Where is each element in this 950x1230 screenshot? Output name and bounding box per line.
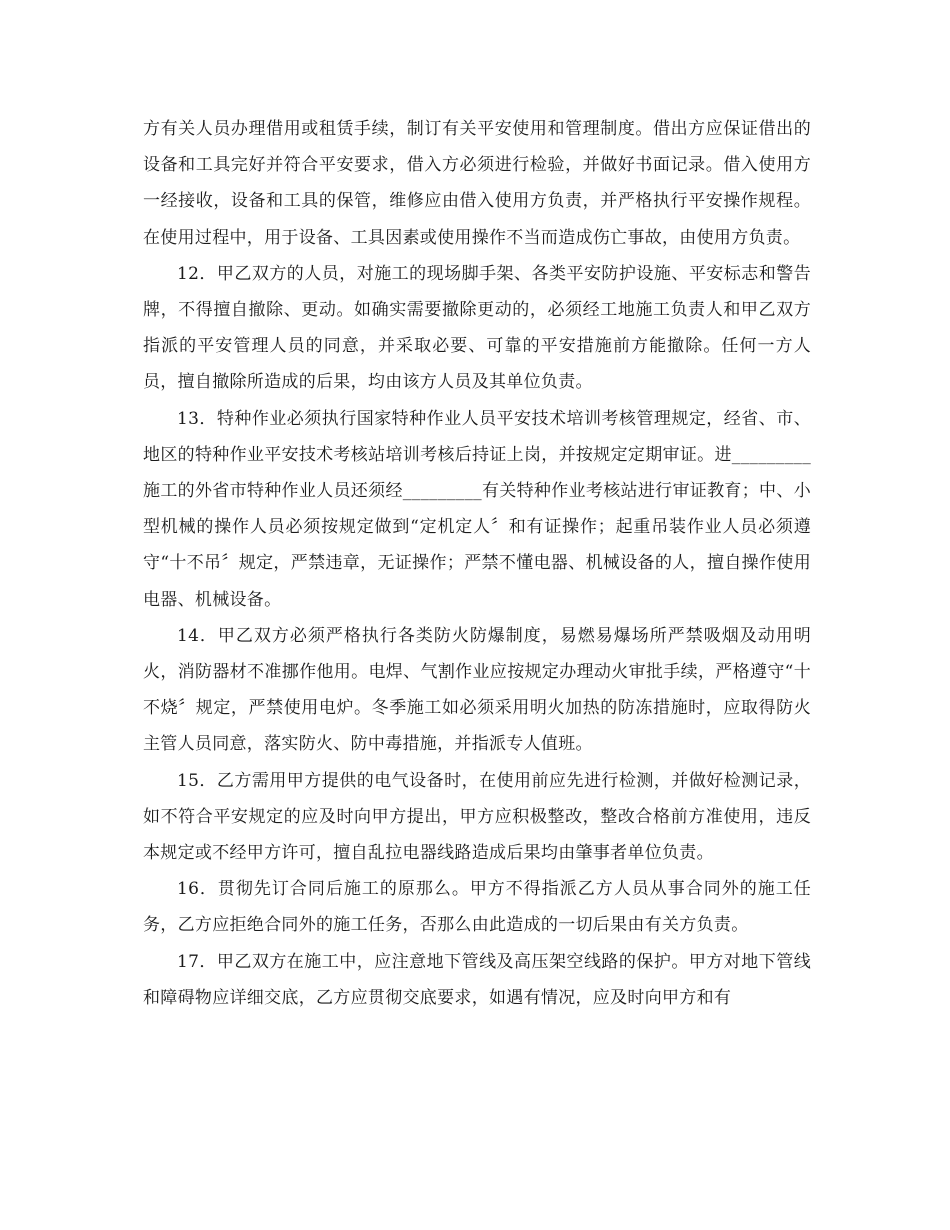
document-body: [143, 111, 811, 1016]
paragraph-item-14: 14．甲乙双方必须严格执行各类防火防爆制度，易燃易爆场所严禁吸烟及动用明火，消防器材不准挪作他用。电焊、气割作业应按规定办理动火审批手续，严格遵守“十不烧〞规定，严禁使用电炉。冬季施工如必须采用明火加热的防冻措施时，应取得防火主管人员同意，落实防火、防中毒措施，并指派专人值班。: [143, 625, 811, 755]
paragraph-item-16: 16．贯彻先订合同后施工的原那么。甲方不得指派乙方人员从事合同外的施工任务，乙方应拒绝合同外的施工任务，否那么由此造成的一切后果由有关方负责。: [143, 879, 811, 936]
paragraph-item-15: 15．乙方需用甲方提供的电气设备时，在使用前应先进行检测，并做好检测记录，如不符合平安规定的应及时向甲方提出，甲方应积极整改，整改合格前方准使用，违反本规定或不经甲方许可，擅自乱拉电器线路造成后果均由肇事者单位负责。: [143, 770, 811, 864]
paragraph-continuation: 方有关人员办理借用或租赁手续，制订有关平安使用和管理制度。借出方应保证借出的设备和工具完好并符合平安要求，借入方必须进行检验，并做好书面记录。借入使用方一经接收，设备和工具的保管，维修应由借入使用方负责，并严格执行平安操作规程。在使用过程中，用于设备、工具因素或使用操作不当而造成伤亡事故，由使用方负责。: [143, 119, 811, 248]
paragraph-item-17: 17．甲乙双方在施工中，应注意地下管线及高压架空线路的保护。甲方对地下管线和障碍物应详细交底，乙方应贯彻交底要求，如遇有情况，应及时向甲方和有: [143, 951, 811, 1008]
paragraph-item-13: 13．特种作业必须执行国家特种作业人员平安技术培训考核管理规定，经省、市、地区的特种作业平安技术考核站培训考核后持证上岗，并按规定定期审证。进_________施工的外省市特种作业人员还须经_________有关特种作业考核站进行审证教育；中、小型机械的操作人员必须按规定做到“定机定人〞和有证操作；起重吊装作业人员必须遵守“十不吊〞规定，严禁违章，无证操作；严禁不懂电器、机械设备的人，擅自操作使用电器、机械设备。: [143, 408, 811, 610]
paragraph-item-12: 12．甲乙双方的人员，对施工的现场脚手架、各类平安防护设施、平安标志和警告牌，不得擅自撤除、更动。如确实需要撤除更动的，必须经工地施工负责人和甲乙双方指派的平安管理人员的同意，并采取必要、可靠的平安措施前方能撤除。任何一方人员，擅自撤除所造成的后果，均由该方人员及其单位负责。: [143, 263, 811, 393]
